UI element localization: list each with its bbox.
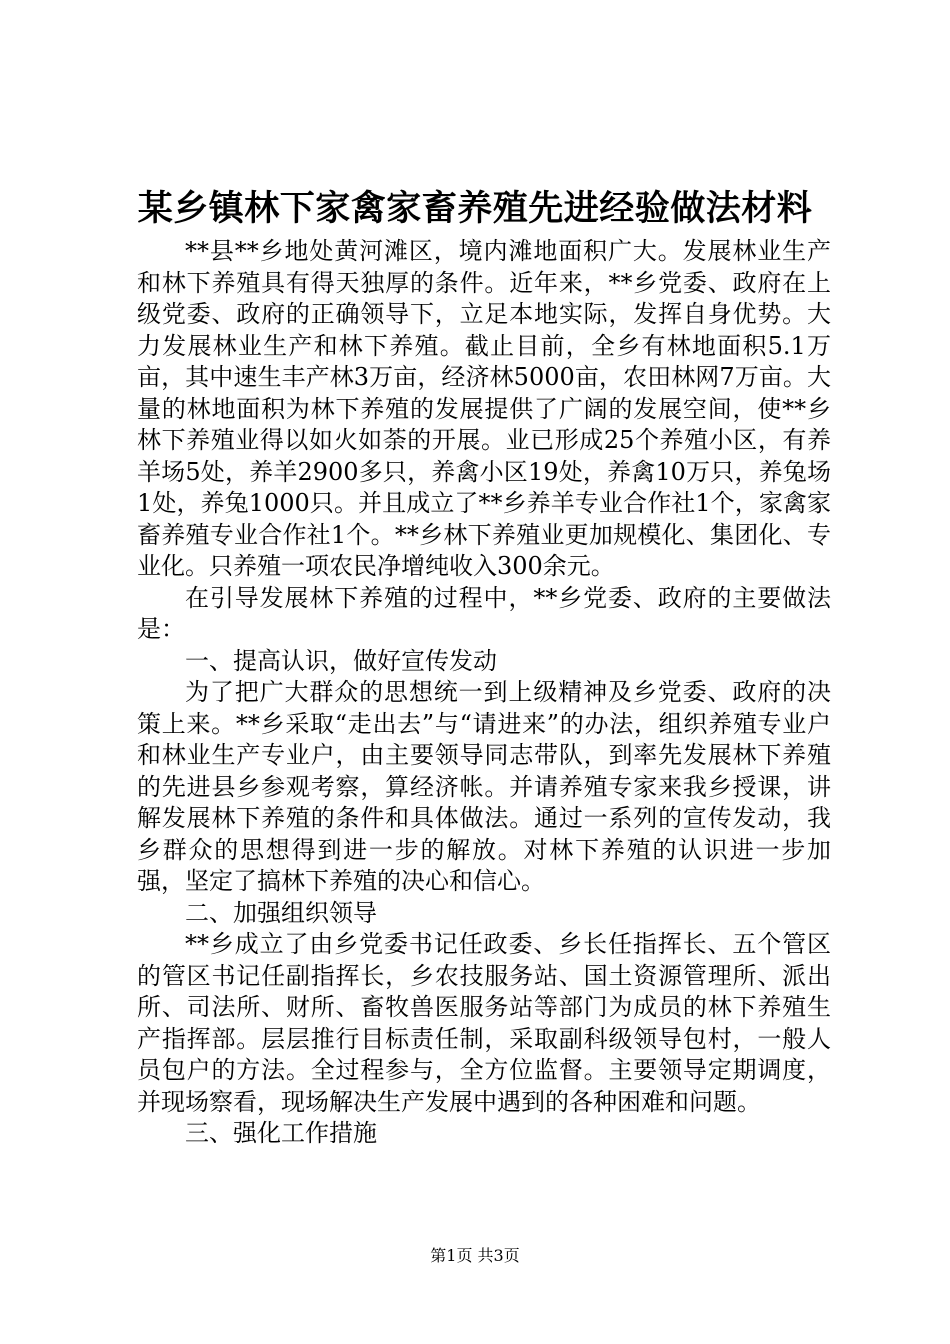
document-body	[137, 236, 831, 1150]
section-heading-3: 三、强化工作措施	[185, 1119, 377, 1147]
paragraph-intro-practices: 在引导发展林下养殖的过程中，**乡党委、政府的主要做法是：	[137, 583, 831, 643]
paragraph-section-1: 为了把广大群众的思想统一到上级精神及乡党委、政府的决策上来。**乡采取“走出去”与“请进来”的办法，组织养殖专业户和林业生产专业户，由主要领导同志带队，到率先发展林下养殖的先进县乡参观考察，算经济帐。并请养殖专家来我乡授课，讲解发展林下养殖的条件和具体做法。通过一系列的宣传发动，我乡群众的思想得到进一步的解放。对林下养殖的认识进一步加强，坚定了搞林下养殖的决心和信心。	[137, 678, 831, 895]
document-title: 某乡镇林下家禽家畜养殖先进经验做法材料	[137, 188, 813, 229]
page-number-footer: 第1页 共3页	[430, 1246, 520, 1265]
paragraph-section-2: **乡成立了由乡党委书记任政委、乡长任指挥长、五个管区的管区书记任副指挥长，乡农技服务站、国土资源管理所、派出所、司法所、财所、畜牧兽医服务站等部门为成员的林下养殖生产指挥部。层层推行目标责任制，采取副科级领导包村，一般人员包户的方法。全过程参与，全方位监督。主要领导定期调度，并现场察看，现场解决生产发展中遇到的各种困难和问题。	[137, 930, 831, 1116]
section-heading-1: 一、提高认识，做好宣传发动	[185, 646, 497, 675]
paragraph-overview: **县**乡地处黄河滩区，境内滩地面积广大。发展林业生产和林下养殖具有得天独厚的条件。近年来，**乡党委、政府在上级党委、政府的正确领导下，立足本地实际，发挥自身优势。大力发展林业生产和林下养殖。截止目前，全乡有林地面积5.1万亩，其中速生丰产林3万亩，经济林5000亩，农田林网7万亩。大量的林地面积为林下养殖的发展提供了广阔的发展空间，使**乡林下养殖业得以如火如荼的开展。业已形成25个养殖小区，有养羊场5处，养羊2900多只，养禽小区19处，养禽10万只，养兔场1处，养兔1000只。并且成立了**乡养羊专业合作社1个，家禽家畜养殖专业合作社1个。**乡林下养殖业更加规模化、集团化、专业化。只养殖一项农民净增纯收入300余元。	[137, 237, 831, 580]
section-heading-2: 二、加强组织领导	[185, 898, 377, 927]
